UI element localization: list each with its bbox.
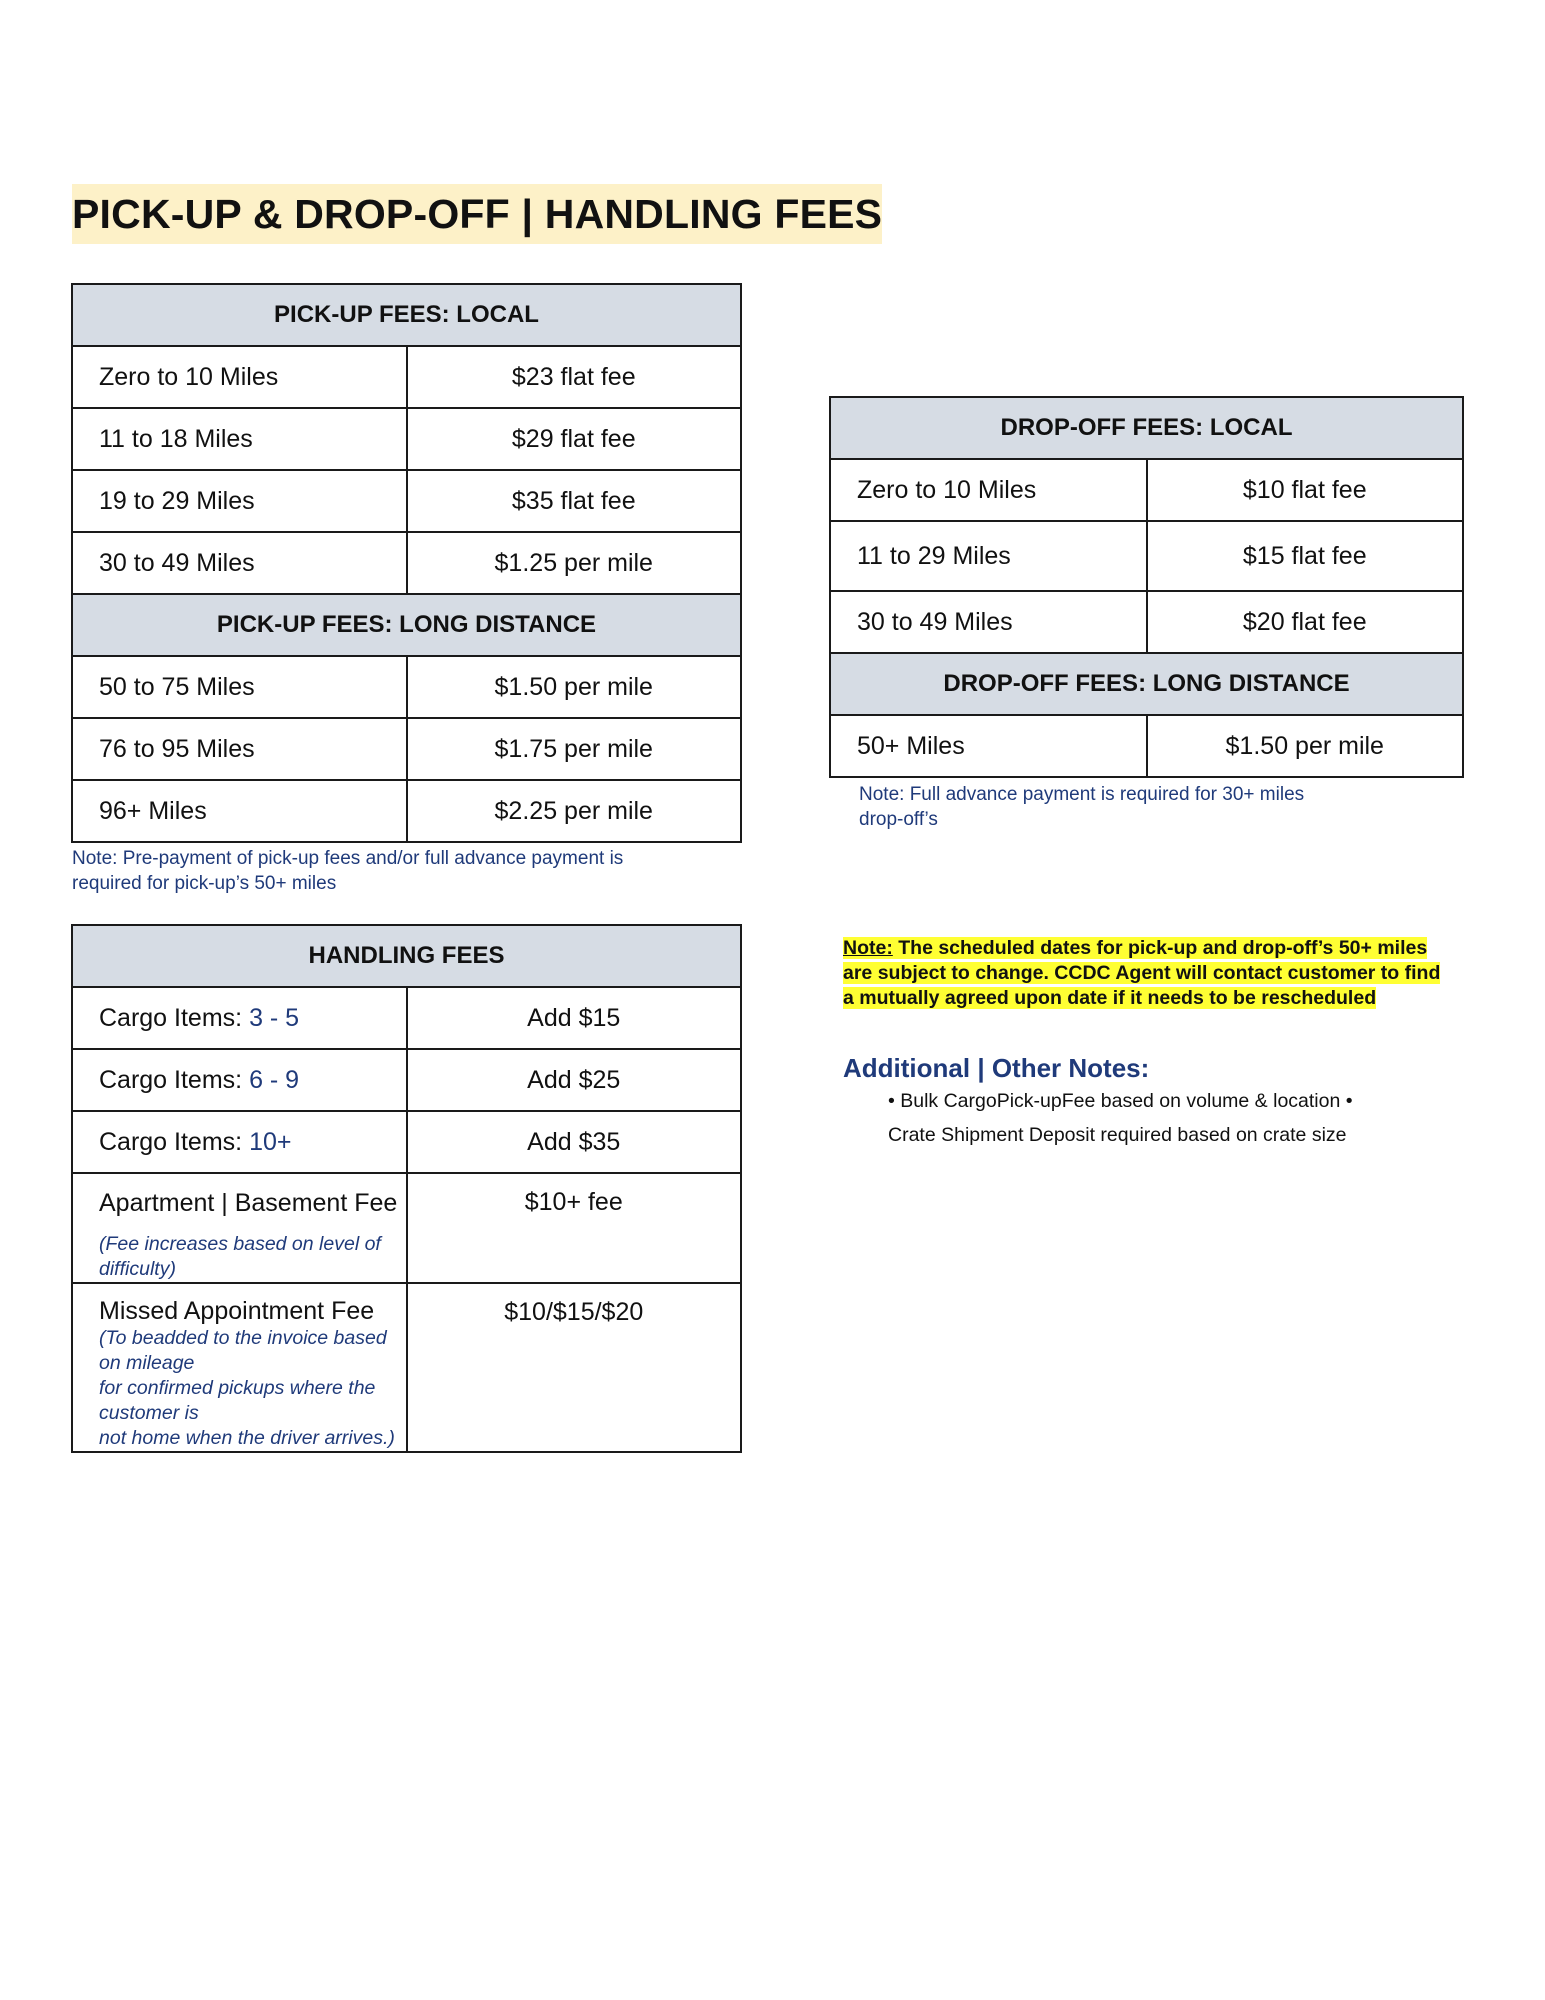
cargo-range: 6 - 9 xyxy=(249,1065,300,1094)
dropoff-long-header: DROP-OFF FEES: LONG DISTANCE xyxy=(830,653,1463,715)
schedule-note-line: a mutually agreed upon date if it needs to be rescheduled xyxy=(843,987,1377,1009)
missed-appointment-note: (To beadded to the invoice based on mileage xyxy=(99,1327,387,1374)
pickup-local-row-price: $29 flat fee xyxy=(407,408,742,470)
cargo-row-label xyxy=(72,987,407,1049)
pickup-note-line: required for pick-up’s 50+ miles xyxy=(72,873,337,894)
schedule-note-label: Note: xyxy=(843,937,893,959)
cargo-prefix: Cargo Items: xyxy=(99,1065,250,1094)
dropoff-local-row-label: 30 to 49 Miles xyxy=(830,591,1147,653)
missed-appointment-price: $10/$15/$20 xyxy=(407,1283,742,1452)
cargo-row-label xyxy=(72,1111,407,1173)
additional-note-line: Crate Shipment Deposit required based on crate size xyxy=(888,1124,1347,1146)
handling-header: HANDLING FEES xyxy=(72,925,741,987)
dropoff-local-header: DROP-OFF FEES: LOCAL xyxy=(830,397,1463,459)
pickup-long-row-label: 50 to 75 Miles xyxy=(72,656,407,718)
schedule-note xyxy=(843,936,1463,1011)
pickup-local-row-label: 30 to 49 Miles xyxy=(72,532,407,594)
cargo-row-price: Add $15 xyxy=(407,987,742,1049)
cargo-range: 3 - 5 xyxy=(249,1003,300,1032)
schedule-note-line xyxy=(843,937,1427,959)
dropoff-long-row-label: 50+ Miles xyxy=(830,715,1147,777)
cargo-row-price: Add $25 xyxy=(407,1049,742,1111)
dropoff-local-row-price: $15 flat fee xyxy=(1147,521,1464,591)
pickup-local-row-label: 19 to 29 Miles xyxy=(72,470,407,532)
pickup-local-header: PICK-UP FEES: LOCAL xyxy=(72,284,741,346)
apartment-fee-title: Apartment | Basement Fee xyxy=(99,1189,398,1217)
cargo-prefix: Cargo Items: xyxy=(99,1127,250,1156)
dropoff-note-line: drop-off’s xyxy=(859,809,938,830)
schedule-note-line: are subject to change. CCDC Agent will contact customer to find xyxy=(843,962,1441,984)
pickup-long-header: PICK-UP FEES: LONG DISTANCE xyxy=(72,594,741,656)
dropoff-local-row-price: $20 flat fee xyxy=(1147,591,1464,653)
additional-note-line: • Bulk CargoPick-upFee based on volume & location • xyxy=(888,1090,1353,1112)
pickup-long-row-label: 76 to 95 Miles xyxy=(72,718,407,780)
dropoff-fees-table xyxy=(829,396,1464,778)
missed-appointment-note: for confirmed pickups where the customer is xyxy=(99,1377,376,1424)
missed-appointment-label xyxy=(72,1283,407,1452)
dropoff-note-line: Note: Full advance payment is required for 30+ miles xyxy=(859,784,1305,805)
dropoff-local-row-price: $10 flat fee xyxy=(1147,459,1464,521)
pickup-local-row-price: $35 flat fee xyxy=(407,470,742,532)
pickup-note xyxy=(72,846,712,896)
dropoff-local-row-label: 11 to 29 Miles xyxy=(830,521,1147,591)
cargo-row-label xyxy=(72,1049,407,1111)
pickup-local-row-price: $1.25 per mile xyxy=(407,532,742,594)
apartment-fee-note: (Fee increases based on level of difficulty) xyxy=(99,1233,381,1280)
missed-appointment-title: Missed Appointment Fee xyxy=(99,1297,375,1325)
pickup-local-row-label: 11 to 18 Miles xyxy=(72,408,407,470)
schedule-note-text: The scheduled dates for pick-up and drop-off’s 50+ miles xyxy=(892,937,1428,959)
handling-fees-table xyxy=(71,924,742,1453)
missed-appointment-note: not home when the driver arrives.) xyxy=(99,1427,395,1449)
apartment-fee-label xyxy=(72,1173,407,1283)
pickup-local-row-price: $23 flat fee xyxy=(407,346,742,408)
pickup-long-row-price: $1.50 per mile xyxy=(407,656,742,718)
cargo-range: 10+ xyxy=(249,1127,292,1156)
dropoff-note xyxy=(859,782,1419,832)
page-title: PICK-UP & DROP-OFF | HANDLING FEES xyxy=(72,184,882,244)
apartment-fee-price: $10+ fee xyxy=(407,1173,742,1283)
additional-notes-heading: Additional | Other Notes: xyxy=(843,1053,1150,1083)
pickup-long-row-label: 96+ Miles xyxy=(72,780,407,842)
pickup-long-row-price: $1.75 per mile xyxy=(407,718,742,780)
dropoff-local-row-label: Zero to 10 Miles xyxy=(830,459,1147,521)
cargo-row-price: Add $35 xyxy=(407,1111,742,1173)
pickup-long-row-price: $2.25 per mile xyxy=(407,780,742,842)
dropoff-long-row-price: $1.50 per mile xyxy=(1147,715,1464,777)
pickup-fees-table xyxy=(71,283,742,843)
cargo-prefix: Cargo Items: xyxy=(99,1003,250,1032)
pickup-local-row-label: Zero to 10 Miles xyxy=(72,346,407,408)
pickup-note-line: Note: Pre-payment of pick-up fees and/or full advance payment is xyxy=(72,848,624,869)
